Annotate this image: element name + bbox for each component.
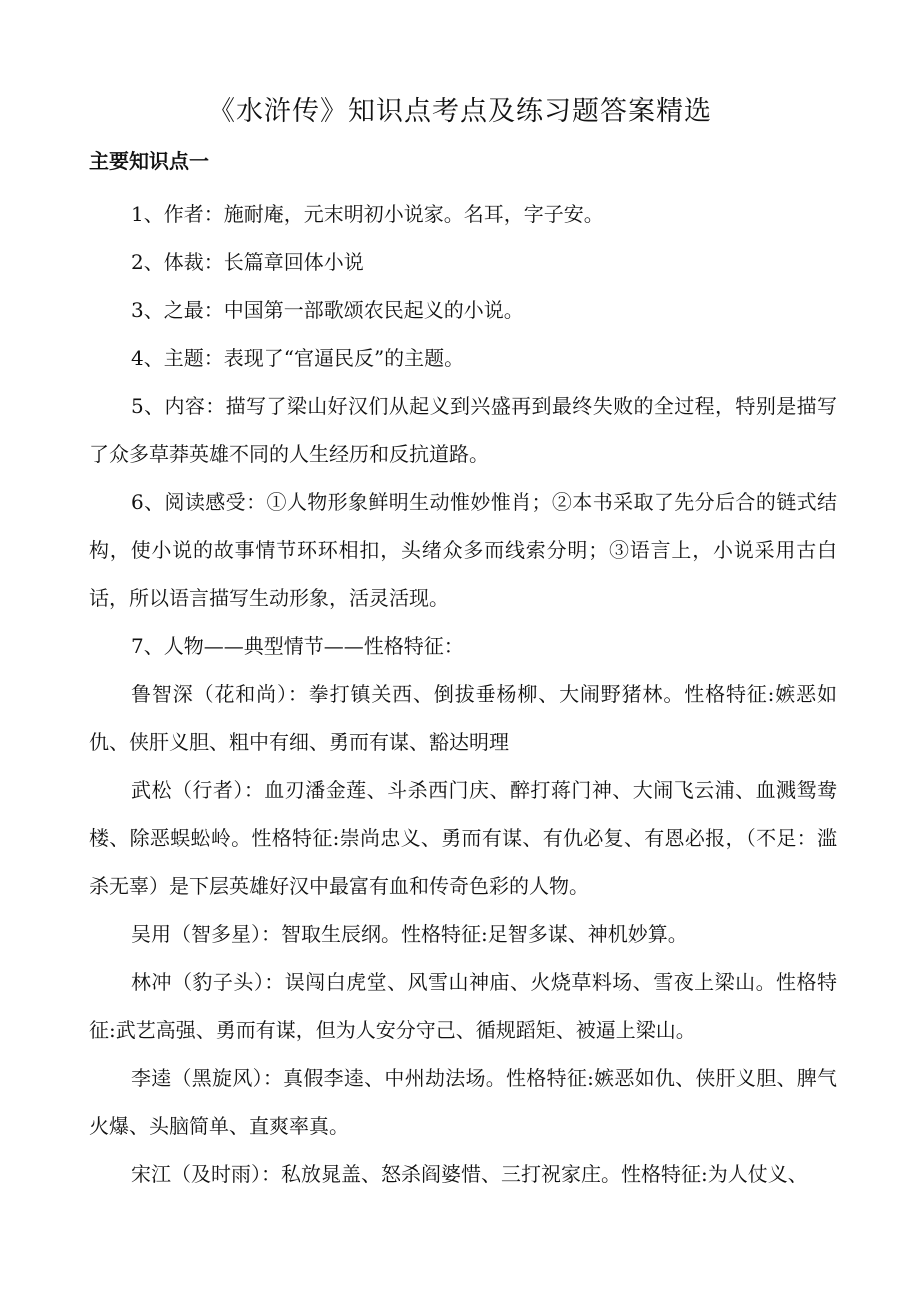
paragraph-characters-heading: 7、人物——典型情节——性格特征： (131, 634, 464, 658)
paragraph-character-lin-chong: 林冲（豹子头）：误闯白虎堂、风雪山神庙、火烧草料场、雪夜上梁山。性格特征:武艺高强、勇而有谋，但为人安分守己、循规蹈矩、被逼上梁山。 (89, 970, 837, 1042)
paragraph-character-lu-zhishen: 鲁智深（花和尚）：拳打镇关西、倒拔垂杨柳、大闹野猪林。性格特征:嫉恶如仇、侠肝义胆、粗中有细、勇而有谋、豁达明理 (89, 682, 837, 754)
document-title: 《水浒传》知识点考点及练习题答案精选 (208, 96, 712, 127)
paragraph-content: 5、内容：描写了梁山好汉们从起义到兴盛再到最终失败的全过程，特别是描写了众多草莽英雄不同的人生经历和反抗道路。 (89, 394, 837, 466)
paragraph-distinction: 3、之最：中国第一部歌颂农民起义的小说。 (131, 298, 524, 322)
paragraph-character-li-kui: 李逵（黑旋风）：真假李逵、中州劫法场。性格特征:嫉恶如仇、侠肝义胆、脾气火爆、头脑简单、直爽率真。 (89, 1066, 837, 1138)
paragraph-character-song-jiang: 宋江（及时雨）：私放晁盖、怒杀阎婆惜、三打祝家庄。性格特征:为人仗义、 (131, 1162, 808, 1186)
paragraph-reading-impressions: 6、阅读感受：①人物形象鲜明生动惟妙惟肖；②本书采取了先分后合的链式结构，使小说的故事情节环环相扣，头绪众多而线索分明；③语言上，小说采用古白话，所以语言描写生动形象，活灵活现。 (89, 490, 837, 610)
paragraph-character-wu-yong: 吴用（智多星）：智取生辰纲。性格特征:足智多谋、神机妙算。 (131, 922, 688, 946)
document-body (89, 190, 837, 1198)
paragraph-genre: 2、体裁：长篇章回体小说 (131, 250, 364, 274)
section-heading: 主要知识点一 (89, 149, 209, 173)
paragraph-character-wu-song: 武松（行者）：血刃潘金莲、斗杀西门庆、醉打蒋门神、大闹飞云浦、血溅鸳鸯楼、除恶蜈蚣岭。性格特征:崇尚忠义、勇而有谋、有仇必复、有恩必报，（不足：滥杀无辜）是下层英雄好汉中最富有血和传奇色彩的人物。 (89, 778, 837, 898)
paragraph-author: 1、作者：施耐庵，元末明初小说家。名耳，字子安。 (131, 202, 604, 226)
paragraph-theme: 4、主题：表现了“官逼民反”的主题。 (131, 346, 465, 370)
